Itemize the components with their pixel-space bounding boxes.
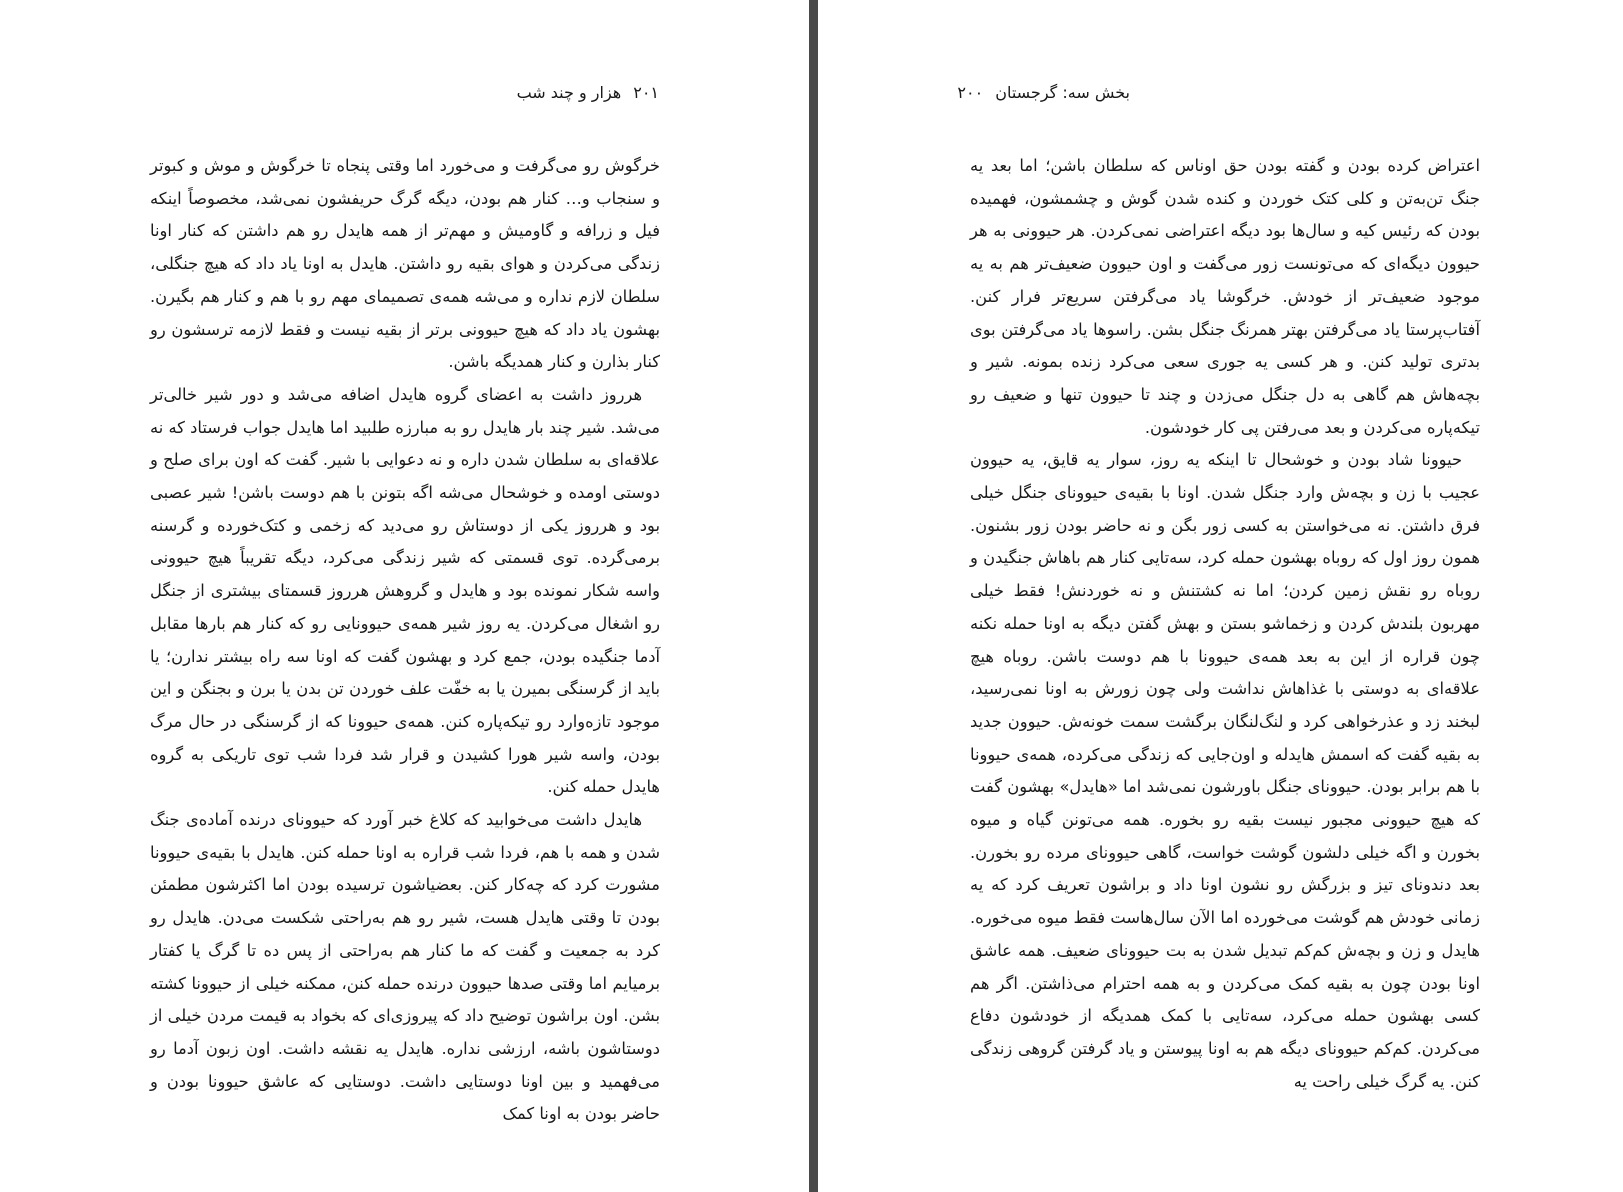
right-running-head: [957, 80, 1130, 106]
left-paragraph-1: خرگوش رو می‌گرفت و می‌خورد اما وقتی پنجاه تا خرگوش و موش و کبوتر و سنجاب و… کنار هم بودن، دیگه گرگ حریفشون نمی‌شد، مخصوصاً اینکه فیل و زرافه و گاومیش و مهم‌تر از همه هایدل رو هم داشتن که کنار اونا زندگی می‌کردن و هوای بقیه رو داشتن. هایدل به اونا یاد داد که هیچ جنگلی، سلطان لازم نداره و می‌شه همه‌ی تصمیمای مهم رو با هم و کنار هم بگیرن. بهشون یاد داد که هیچ حیوونی برتر از بقیه نیست و فقط لازمه ترسشون رو کنار بذارن و کنار همدیگه باشن.: [150, 156, 660, 372]
book-spine: [809, 0, 818, 1192]
right-paragraph-1: اعتراض کرده بودن و گفته بودن حق اوناس که سلطان باشن؛ اما بعد یه جنگ تن‌به‌تن و کلی کتک خوردن و کنده شدن گوش و چشمشون، فهمیده بودن که رئیس کیه و سال‌ها بود دیگه اعتراضی نمی‌کردن. هر حیوونی به هر حیوون دیگه‌ای که می‌تونست زور می‌گفت و اون حیوون ضعیف‌تر هم به یه موجود ضعیف‌تر از خودش. خرگوشا یاد می‌گرفتن سریع‌تر فرار کنن. آفتاب‌پرستا یاد می‌گرفتن بهتر همرنگ جنگل بشن. راسوها یاد می‌گرفتن بوی بدتری تولید کنن. و هر کسی یه جوری سعی می‌کرد زنده بمونه. شیر و بچه‌هاش هم گاهی به دل جنگل می‌زدن و چند تا حیوون تنها و ضعیف رو تیکه‌پاره می‌کردن و بعد می‌رفتن پی کار خودشون.: [970, 156, 1480, 437]
right-page-number: ۲۰۰: [957, 83, 984, 102]
left-paragraph-3: هایدل داشت می‌خوابید که کلاغ خبر آورد که حیوونای درنده آماده‌ی جنگ شدن و همه با هم، فردا شب قراره به اونا حمله کنن. هایدل با بقیه‌ی حیوونا مشورت کرد که چه‌کار کنن. بعضیاشون ترسیده بودن اما اکثرشون مطمئن بودن تا وقتی هایدل هست، شیر رو هم به‌راحتی شکست می‌دن. هایدل رو کرد به جمعیت و گفت که ما کنار هم به‌راحتی از پس ده تا گرگ یا کفتار برمیایم اما وقتی صدها حیوون درنده حمله کنن، ممکنه خیلی از حیوونا کشته بشن. اون براشون توضیح داد که پیروزی‌ای که بخواد به قیمت مردن خیلی از دوستاشون باشه، ارزشی نداره. هایدل یه نقشه داشت. اون زبون آدما رو می‌فهمید و بین اونا دوستایی داشت. دوستایی که عاشق حیوونا بودن و حاضر بودن به اونا کمک: [150, 810, 660, 1124]
left-text-block: [150, 150, 660, 1131]
left-page-number: ۲۰۱: [633, 83, 659, 102]
left-running-title: هزار و چند شب: [516, 83, 622, 102]
left-page: [0, 0, 809, 1192]
right-running-title: بخش سه: گرجستان: [995, 83, 1130, 102]
left-running-head: [516, 80, 659, 106]
left-paragraph-2: هرروز داشت به اعضای گروه هایدل اضافه می‌شد و دور شیر خالی‌تر می‌شد. شیر چند بار هایدل رو به مبارزه طلبید اما هایدل جواب فرستاد که نه علاقه‌ای به سلطان شدن داره و نه دعوایی با شیر. گفت که اون برای صلح و دوستی اومده و خوشحال می‌شه اگه بتونن با هم دوست باشن! شیر عصبی بود و هرروز یکی از دوستاش رو می‌دید که زخمی و کتک‌خورده و گرسنه برمی‌گرده. توی قسمتی که شیر زندگی می‌کرد، دیگه تقریباً هیچ حیوونی واسه شکار نمونده بود و هایدل و گروهش هرروز قسمتای بیشتری از جنگل رو اشغال می‌کردن. یه روز شیر همه‌ی حیوونایی رو که کنار هم بارها مقابل آدما جنگیده بودن، جمع کرد و بهشون گفت که اونا سه راه بیشتر ندارن؛ یا باید از گرسنگی بمیرن یا به خفّت علف خوردن تن بدن یا برن و بجنگن و این موجود تازه‌وارد رو تیکه‌پاره کنن. همه‌ی حیوونا که از گرسنگی در حال مرگ بودن، واسه شیر هورا کشیدن و قرار شد فردا شب توی تاریکی به گروه هایدل حمله کنن.: [150, 384, 660, 797]
right-paragraph-2: حیوونا شاد بودن و خوشحال تا اینکه یه روز، سوار یه قایق، یه حیوون عجیب با زن و بچه‌ش وارد جنگل شدن. اونا با بقیه‌ی حیوونای جنگل خیلی فرق داشتن. نه می‌خواستن به کسی زور بگن و نه حاضر بودن زور بشنون. همون روز اول که روباه بهشون حمله کرد، سه‌تایی کنار هم باهاش جنگیدن و روباه رو نقش زمین کردن؛ اما نه کشتنش و نه خوردنش! فقط خیلی مهربون بلندش کردن و زخماشو بستن و بهش گفتن دیگه به اونا حمله نکنه چون قراره از این به بعد همه‌ی حیوونا با هم دوست باشن. روباه هیچ علاقه‌ای به دوستی با غذاهاش نداشت ولی چون زورش به اونا نمی‌رسید، لبخند زد و عذرخواهی کرد و لنگ‌لنگان برگشت سمت خونه‌ش. حیوون جدید به بقیه گفت که اسمش هایدله و اون‌جایی که زندگی می‌کرده، همه‌ی حیوونا با هم برابر بودن. حیوونای جنگل باورشون نمی‌شد اما «هایدل» بهشون گفت که هیچ حیوونی مجبور نیست بقیه رو بخوره. همه می‌تونن گیاه و میوه بخورن و اگه خیلی دلشون گوشت خواست، گاهی حیوونای مرده رو بخورن. بعد دندونای تیز و بزرگش رو نشون اونا داد و براشون تعریف کرد که یه زمانی خودش هم گوشت می‌خورده اما الآن سال‌هاست فقط میوه می‌خوره. هایدل و زن و بچه‌ش کم‌کم تبدیل شدن به بت حیوونای ضعیف. همه عاشق اونا بودن چون به بقیه کمک می‌کردن و به همه احترام می‌ذاشتن. اگر هم کسی بهشون حمله می‌کرد، سه‌تایی با کمک همدیگه از خودشون دفاع می‌کردن. کم‌کم حیوونای دیگه هم به اونا پیوستن و یاد گرفتن گروهی زندگی کنن. یه گرگ خیلی راحت یه: [970, 450, 1480, 1091]
right-page: [818, 0, 1623, 1192]
right-text-block: [970, 150, 1480, 1098]
